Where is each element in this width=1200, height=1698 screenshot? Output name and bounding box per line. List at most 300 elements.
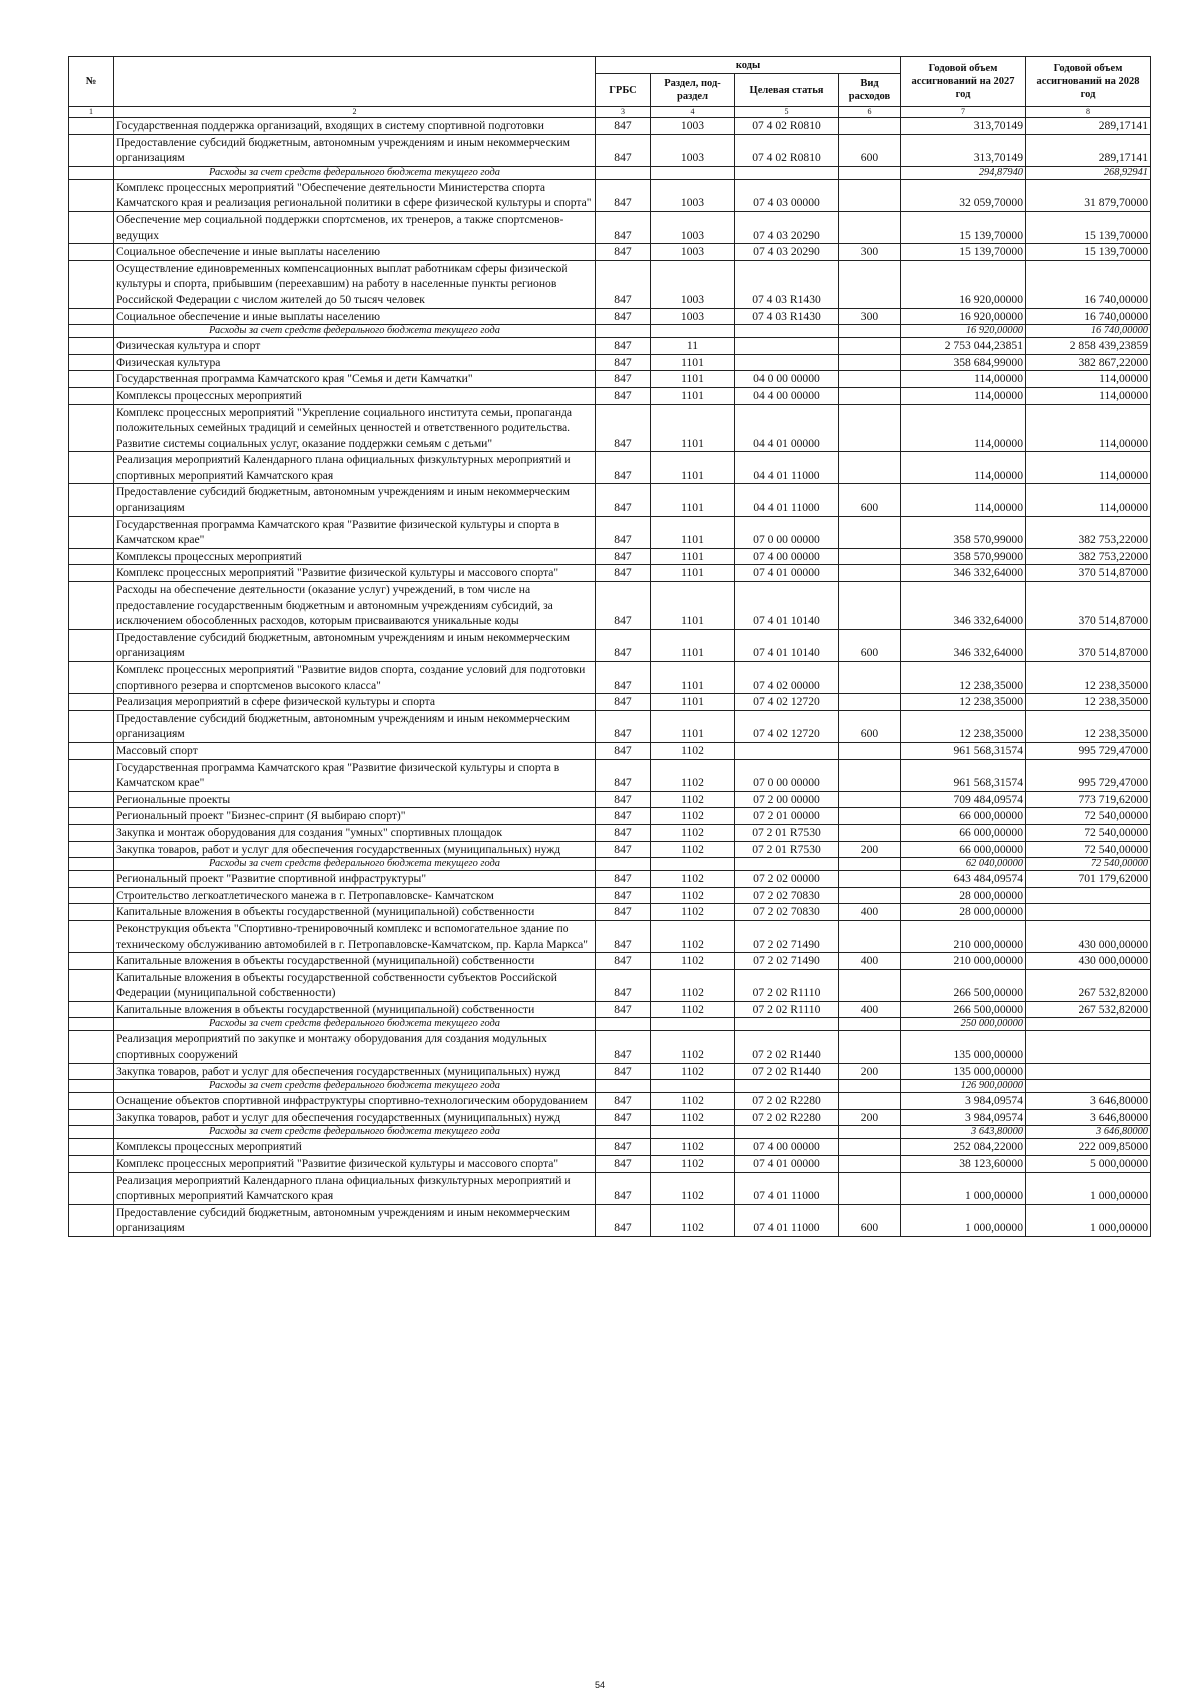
value-2027-cell: 313,70149: [901, 134, 1026, 166]
celevaya-cell: 07 2 02 R2280: [735, 1109, 839, 1126]
row-name-cell: Комплексы процессных мероприятий: [114, 1139, 596, 1156]
row-name-cell: Капитальные вложения в объекты государственной собственности субъектов Российской Федерации (муниципальной собственности): [114, 969, 596, 1001]
page-number: 54: [594, 1680, 605, 1690]
grbs-cell: 847: [596, 791, 651, 808]
col-num: 2: [114, 107, 596, 118]
celevaya-cell: 07 2 02 00000: [735, 871, 839, 888]
table-row: [69, 1172, 1151, 1204]
value-2028-cell: 16 740,00000: [1026, 260, 1151, 308]
value-2027-cell: 358 570,99000: [901, 516, 1026, 548]
value-2028-cell: 72 540,00000: [1026, 841, 1151, 858]
federal-budget-row: [69, 166, 1151, 179]
value-2028-cell: 995 729,47000: [1026, 742, 1151, 759]
grbs-cell: 847: [596, 629, 651, 661]
celevaya-cell: [735, 338, 839, 355]
row-number-cell: [69, 325, 114, 338]
row-number-cell: [69, 548, 114, 565]
value-2027-cell: 3 643,80000: [901, 1126, 1026, 1139]
razdel-cell: 1102: [651, 742, 735, 759]
grbs-cell: 847: [596, 871, 651, 888]
celevaya-cell: [735, 1080, 839, 1093]
value-2027-cell: 15 139,70000: [901, 211, 1026, 243]
grbs-cell: 847: [596, 662, 651, 694]
row-name-cell: Государственная программа Камчатского края "Развитие физической культуры и спорта в Камчатском крае": [114, 759, 596, 791]
row-name-cell: Закупка товаров, работ и услуг для обеспечения государственных (муниципальных) нужд: [114, 1109, 596, 1126]
value-2028-cell: 12 238,35000: [1026, 710, 1151, 742]
value-2028-cell: 382 753,22000: [1026, 516, 1151, 548]
table-row: [69, 629, 1151, 661]
razdel-cell: 1102: [651, 1172, 735, 1204]
razdel-cell: 1003: [651, 118, 735, 135]
row-name-cell: Капитальные вложения в объекты государственной (муниципальной) собственности: [114, 904, 596, 921]
value-2028-cell: 773 719,62000: [1026, 791, 1151, 808]
row-number-cell: [69, 808, 114, 825]
row-name-cell: Расходы за счет средств федерального бюджета текущего года: [114, 1018, 596, 1031]
vid-cell: [839, 211, 901, 243]
table-row: [69, 387, 1151, 404]
row-number-cell: [69, 484, 114, 516]
table-row: [69, 824, 1151, 841]
row-number-cell: [69, 1018, 114, 1031]
celevaya-cell: 07 4 00 00000: [735, 548, 839, 565]
vid-cell: [839, 1156, 901, 1173]
value-2028-cell: 16 740,00000: [1026, 308, 1151, 325]
table-row: [69, 404, 1151, 452]
row-number-cell: [69, 308, 114, 325]
row-name-cell: Расходы за счет средств федерального бюджета текущего года: [114, 325, 596, 338]
grbs-cell: [596, 1126, 651, 1139]
value-2027-cell: 135 000,00000: [901, 1031, 1026, 1063]
vid-cell: 400: [839, 904, 901, 921]
col-num: 4: [651, 107, 735, 118]
vid-cell: [839, 824, 901, 841]
table-row: [69, 808, 1151, 825]
razdel-cell: [651, 1126, 735, 1139]
value-2028-cell: 5 000,00000: [1026, 1156, 1151, 1173]
celevaya-cell: [735, 325, 839, 338]
vid-cell: [839, 387, 901, 404]
grbs-cell: 847: [596, 808, 651, 825]
value-2027-cell: 114,00000: [901, 404, 1026, 452]
row-name-cell: Капитальные вложения в объекты государственной (муниципальной) собственности: [114, 953, 596, 970]
razdel-cell: [651, 1080, 735, 1093]
row-name-cell: Расходы за счет средств федерального бюджета текущего года: [114, 1080, 596, 1093]
vid-cell: [839, 920, 901, 952]
razdel-cell: 1003: [651, 211, 735, 243]
row-number-cell: [69, 1080, 114, 1093]
row-name-cell: Обеспечение мер социальной поддержки спортсменов, их тренеров, а также спортсменов-ведущих: [114, 211, 596, 243]
row-number-cell: [69, 134, 114, 166]
value-2027-cell: 346 332,64000: [901, 565, 1026, 582]
row-name-cell: Физическая культура: [114, 354, 596, 371]
row-number-cell: [69, 166, 114, 179]
vid-cell: [839, 1172, 901, 1204]
value-2028-cell: 15 139,70000: [1026, 244, 1151, 261]
row-name-cell: Комплекс процессных мероприятий "Развитие физической культуры и массового спорта": [114, 565, 596, 582]
table-row: [69, 1156, 1151, 1173]
value-2028-cell: 370 514,87000: [1026, 565, 1151, 582]
row-number-cell: [69, 904, 114, 921]
value-2028-cell: 15 139,70000: [1026, 211, 1151, 243]
celevaya-cell: 07 4 00 00000: [735, 1139, 839, 1156]
row-name-cell: Региональный проект "Развитие спортивной инфраструктуры": [114, 871, 596, 888]
grbs-cell: 847: [596, 920, 651, 952]
celevaya-cell: 07 2 02 71490: [735, 920, 839, 952]
value-2027-cell: 3 984,09574: [901, 1093, 1026, 1110]
vid-cell: [839, 1093, 901, 1110]
row-number-cell: [69, 920, 114, 952]
vid-cell: [839, 969, 901, 1001]
grbs-cell: 847: [596, 1093, 651, 1110]
row-number-cell: [69, 662, 114, 694]
razdel-cell: [651, 166, 735, 179]
vid-cell: [839, 887, 901, 904]
value-2027-cell: 210 000,00000: [901, 953, 1026, 970]
row-number-cell: [69, 1204, 114, 1236]
vid-cell: 600: [839, 134, 901, 166]
row-number-cell: [69, 969, 114, 1001]
header-2028: Годовой объем ассигнований на 2028 год: [1026, 57, 1151, 107]
vid-cell: 600: [839, 710, 901, 742]
row-name-cell: Социальное обеспечение и иные выплаты населению: [114, 244, 596, 261]
razdel-cell: 1102: [651, 969, 735, 1001]
value-2028-cell: 114,00000: [1026, 387, 1151, 404]
federal-budget-row: [69, 325, 1151, 338]
row-name-cell: Реализация мероприятий в сфере физической культуры и спорта: [114, 694, 596, 711]
grbs-cell: 847: [596, 582, 651, 630]
budget-table: [68, 56, 1151, 1237]
value-2028-cell: 12 238,35000: [1026, 662, 1151, 694]
row-name-cell: Предоставление субсидий бюджетным, автономным учреждениям и иным некоммерческим организациям: [114, 484, 596, 516]
celevaya-cell: 07 0 00 00000: [735, 759, 839, 791]
celevaya-cell: 04 4 01 11000: [735, 484, 839, 516]
table-row: [69, 969, 1151, 1001]
value-2027-cell: 313,70149: [901, 118, 1026, 135]
value-2028-cell: 114,00000: [1026, 484, 1151, 516]
grbs-cell: 847: [596, 308, 651, 325]
vid-cell: [839, 1139, 901, 1156]
grbs-cell: 847: [596, 179, 651, 211]
col-num: 5: [735, 107, 839, 118]
row-name-cell: Государственная программа Камчатского края "Семья и дети Камчатки": [114, 371, 596, 388]
razdel-cell: 1102: [651, 1001, 735, 1018]
razdel-cell: 1003: [651, 179, 735, 211]
row-name-cell: Предоставление субсидий бюджетным, автономным учреждениям и иным некоммерческим организациям: [114, 134, 596, 166]
table-row: [69, 694, 1151, 711]
grbs-cell: 847: [596, 134, 651, 166]
vid-cell: [839, 1126, 901, 1139]
value-2027-cell: 28 000,00000: [901, 904, 1026, 921]
row-name-cell: Физическая культура и спорт: [114, 338, 596, 355]
grbs-cell: [596, 1018, 651, 1031]
razdel-cell: 1101: [651, 484, 735, 516]
table-row: [69, 211, 1151, 243]
vid-cell: 600: [839, 629, 901, 661]
row-name-cell: Расходы за счет средств федерального бюджета текущего года: [114, 858, 596, 871]
celevaya-cell: 07 4 02 R0810: [735, 134, 839, 166]
celevaya-cell: [735, 1018, 839, 1031]
celevaya-cell: 07 2 01 00000: [735, 808, 839, 825]
row-number-cell: [69, 338, 114, 355]
grbs-cell: 847: [596, 211, 651, 243]
razdel-cell: 1101: [651, 452, 735, 484]
table-row: [69, 1001, 1151, 1018]
row-number-cell: [69, 887, 114, 904]
col-num: 3: [596, 107, 651, 118]
value-2027-cell: 961 568,31574: [901, 742, 1026, 759]
celevaya-cell: 07 4 01 10140: [735, 582, 839, 630]
celevaya-cell: 07 2 02 R1110: [735, 1001, 839, 1018]
celevaya-cell: 07 2 02 R1440: [735, 1063, 839, 1080]
value-2028-cell: [1026, 1031, 1151, 1063]
row-name-cell: Реконструкция объекта "Спортивно-тренировочный комплекс и вспомогательное здание по техническому обслуживанию автомобилей в г. Петропавловске-Камчатском, пр. Карла Маркса": [114, 920, 596, 952]
celevaya-cell: 07 4 03 20290: [735, 211, 839, 243]
value-2028-cell: 382 753,22000: [1026, 548, 1151, 565]
razdel-cell: 1102: [651, 1031, 735, 1063]
value-2028-cell: 2 858 439,23859: [1026, 338, 1151, 355]
header-grbs: ГРБС: [596, 74, 651, 107]
value-2028-cell: 382 867,22000: [1026, 354, 1151, 371]
vid-cell: [839, 694, 901, 711]
celevaya-cell: [735, 1126, 839, 1139]
value-2027-cell: 66 000,00000: [901, 841, 1026, 858]
value-2027-cell: 294,87940: [901, 166, 1026, 179]
celevaya-cell: 07 4 02 00000: [735, 662, 839, 694]
celevaya-cell: 04 4 01 00000: [735, 404, 839, 452]
row-name-cell: Капитальные вложения в объекты государственной (муниципальной) собственности: [114, 1001, 596, 1018]
vid-cell: 200: [839, 1063, 901, 1080]
value-2027-cell: 358 684,99000: [901, 354, 1026, 371]
grbs-cell: [596, 166, 651, 179]
razdel-cell: [651, 1018, 735, 1031]
value-2027-cell: 709 484,09574: [901, 791, 1026, 808]
value-2028-cell: 72 540,00000: [1026, 808, 1151, 825]
razdel-cell: 1101: [651, 710, 735, 742]
col-num: 7: [901, 107, 1026, 118]
grbs-cell: [596, 1080, 651, 1093]
value-2027-cell: 2 753 044,23851: [901, 338, 1026, 355]
razdel-cell: [651, 858, 735, 871]
value-2028-cell: 3 646,80000: [1026, 1109, 1151, 1126]
federal-budget-row: [69, 1080, 1151, 1093]
row-number-cell: [69, 371, 114, 388]
header-num: №: [69, 57, 114, 107]
vid-cell: 400: [839, 953, 901, 970]
table-row: [69, 244, 1151, 261]
row-name-cell: Оснащение объектов спортивной инфраструктуры спортивно-технологическим оборудованием: [114, 1093, 596, 1110]
value-2028-cell: 72 540,00000: [1026, 824, 1151, 841]
value-2028-cell: 268,92941: [1026, 166, 1151, 179]
vid-cell: [839, 452, 901, 484]
value-2027-cell: 28 000,00000: [901, 887, 1026, 904]
header-2027: Годовой объем ассигнований на 2027 год: [901, 57, 1026, 107]
grbs-cell: 847: [596, 953, 651, 970]
col-num: 1: [69, 107, 114, 118]
grbs-cell: 847: [596, 404, 651, 452]
celevaya-cell: 07 2 02 70830: [735, 904, 839, 921]
celevaya-cell: 07 2 02 71490: [735, 953, 839, 970]
table-row: [69, 371, 1151, 388]
row-number-cell: [69, 710, 114, 742]
value-2028-cell: 430 000,00000: [1026, 920, 1151, 952]
row-number-cell: [69, 582, 114, 630]
razdel-cell: 1102: [651, 808, 735, 825]
celevaya-cell: 07 4 02 12720: [735, 694, 839, 711]
razdel-cell: 1101: [651, 565, 735, 582]
grbs-cell: 847: [596, 1001, 651, 1018]
grbs-cell: 847: [596, 118, 651, 135]
row-number-cell: [69, 1063, 114, 1080]
value-2027-cell: 114,00000: [901, 387, 1026, 404]
vid-cell: [839, 1080, 901, 1093]
value-2027-cell: 114,00000: [901, 371, 1026, 388]
row-number-cell: [69, 858, 114, 871]
row-name-cell: Закупка и монтаж оборудования для создания "умных" спортивных площадок: [114, 824, 596, 841]
grbs-cell: 847: [596, 565, 651, 582]
table-row: [69, 791, 1151, 808]
value-2027-cell: 16 920,00000: [901, 325, 1026, 338]
razdel-cell: 1102: [651, 871, 735, 888]
razdel-cell: 1102: [651, 1109, 735, 1126]
table-row: [69, 484, 1151, 516]
row-name-cell: Комплекс процессных мероприятий "Обеспечение деятельности Министерства спорта Камчатского края и реализация региональной политики в сфере физической культуры и спорта": [114, 179, 596, 211]
value-2028-cell: [1026, 887, 1151, 904]
row-number-cell: [69, 516, 114, 548]
grbs-cell: 847: [596, 1063, 651, 1080]
grbs-cell: 847: [596, 387, 651, 404]
col-num: 8: [1026, 107, 1151, 118]
vid-cell: [839, 1031, 901, 1063]
row-name-cell: Массовый спорт: [114, 742, 596, 759]
razdel-cell: 1101: [651, 404, 735, 452]
grbs-cell: 847: [596, 338, 651, 355]
razdel-cell: 1003: [651, 134, 735, 166]
row-number-cell: [69, 404, 114, 452]
value-2028-cell: 289,17141: [1026, 118, 1151, 135]
razdel-cell: 1102: [651, 1204, 735, 1236]
row-number-cell: [69, 1109, 114, 1126]
celevaya-cell: [735, 166, 839, 179]
vid-cell: 200: [839, 841, 901, 858]
celevaya-cell: 07 4 03 R1430: [735, 260, 839, 308]
razdel-cell: 1102: [651, 887, 735, 904]
value-2028-cell: 114,00000: [1026, 404, 1151, 452]
vid-cell: [839, 516, 901, 548]
row-number-cell: [69, 742, 114, 759]
razdel-cell: 1102: [651, 920, 735, 952]
razdel-cell: 1101: [651, 694, 735, 711]
grbs-cell: 847: [596, 1204, 651, 1236]
vid-cell: [839, 371, 901, 388]
value-2027-cell: 250 000,00000: [901, 1018, 1026, 1031]
table-row: [69, 565, 1151, 582]
celevaya-cell: 04 4 01 11000: [735, 452, 839, 484]
grbs-cell: 847: [596, 548, 651, 565]
row-number-cell: [69, 1093, 114, 1110]
row-number-cell: [69, 1031, 114, 1063]
table-row: [69, 354, 1151, 371]
value-2027-cell: 358 570,99000: [901, 548, 1026, 565]
grbs-cell: 847: [596, 1156, 651, 1173]
value-2028-cell: 16 740,00000: [1026, 325, 1151, 338]
value-2028-cell: 267 532,82000: [1026, 1001, 1151, 1018]
value-2027-cell: 1 000,00000: [901, 1204, 1026, 1236]
row-name-cell: Расходы на обеспечение деятельности (оказание услуг) учреждений, в том числе на предоставление государственным бюджетным и автономным учреждениям субсидий, за исключением обособленных расходов, которым присваиваются уникальные коды: [114, 582, 596, 630]
header-celevaya: Целевая статья: [735, 74, 839, 107]
row-name-cell: Комплекс процессных мероприятий "Развитие видов спорта, создание условий для подготовки спортивного резерва и спортсменов высокого класса": [114, 662, 596, 694]
row-number-cell: [69, 452, 114, 484]
vid-cell: [839, 808, 901, 825]
row-name-cell: Закупка товаров, работ и услуг для обеспечения государственных (муниципальных) нужд: [114, 841, 596, 858]
table-row: [69, 179, 1151, 211]
row-name-cell: Строительство легкоатлетического манежа в г. Петропавловске- Камчатском: [114, 887, 596, 904]
table-row: [69, 953, 1151, 970]
vid-cell: 300: [839, 244, 901, 261]
razdel-cell: 1003: [651, 244, 735, 261]
table-row: [69, 742, 1151, 759]
budget-sheet: [68, 56, 1150, 1237]
row-number-cell: [69, 694, 114, 711]
value-2028-cell: [1026, 904, 1151, 921]
vid-cell: [839, 858, 901, 871]
celevaya-cell: [735, 354, 839, 371]
header-kody: коды: [596, 57, 901, 74]
grbs-cell: 847: [596, 1031, 651, 1063]
razdel-cell: 1101: [651, 516, 735, 548]
razdel-cell: 11: [651, 338, 735, 355]
row-number-cell: [69, 179, 114, 211]
row-name-cell: Комплексы процессных мероприятий: [114, 387, 596, 404]
value-2028-cell: [1026, 1018, 1151, 1031]
value-2028-cell: 114,00000: [1026, 452, 1151, 484]
row-name-cell: Закупка товаров, работ и услуг для обеспечения государственных (муниципальных) нужд: [114, 1063, 596, 1080]
row-name-cell: Комплекс процессных мероприятий "Развитие физической культуры и массового спорта": [114, 1156, 596, 1173]
table-row: [69, 904, 1151, 921]
row-name-cell: Региональные проекты: [114, 791, 596, 808]
row-name-cell: Региональный проект "Бизнес-спринт (Я выбираю спорт)": [114, 808, 596, 825]
header-vid: Вид расходов: [839, 74, 901, 107]
table-row: [69, 338, 1151, 355]
celevaya-cell: 07 4 02 R0810: [735, 118, 839, 135]
razdel-cell: 1101: [651, 662, 735, 694]
value-2028-cell: 370 514,87000: [1026, 582, 1151, 630]
vid-cell: 300: [839, 308, 901, 325]
grbs-cell: 847: [596, 710, 651, 742]
celevaya-cell: 07 4 03 20290: [735, 244, 839, 261]
value-2027-cell: 114,00000: [901, 484, 1026, 516]
value-2028-cell: 995 729,47000: [1026, 759, 1151, 791]
grbs-cell: 847: [596, 484, 651, 516]
row-number-cell: [69, 1126, 114, 1139]
razdel-cell: 1102: [651, 1156, 735, 1173]
celevaya-cell: 07 2 01 R7530: [735, 824, 839, 841]
razdel-cell: 1102: [651, 759, 735, 791]
table-row: [69, 887, 1151, 904]
grbs-cell: 847: [596, 824, 651, 841]
razdel-cell: 1102: [651, 824, 735, 841]
row-name-cell: Реализация мероприятий Календарного плана официальных физкультурных мероприятий и спортивных мероприятий Камчатского края: [114, 452, 596, 484]
vid-cell: [839, 260, 901, 308]
table-row: [69, 134, 1151, 166]
value-2027-cell: 32 059,70000: [901, 179, 1026, 211]
value-2027-cell: 15 139,70000: [901, 244, 1026, 261]
table-row: [69, 841, 1151, 858]
grbs-cell: [596, 858, 651, 871]
value-2027-cell: 252 084,22000: [901, 1139, 1026, 1156]
celevaya-cell: 07 4 01 11000: [735, 1204, 839, 1236]
value-2027-cell: 266 500,00000: [901, 1001, 1026, 1018]
row-number-cell: [69, 211, 114, 243]
